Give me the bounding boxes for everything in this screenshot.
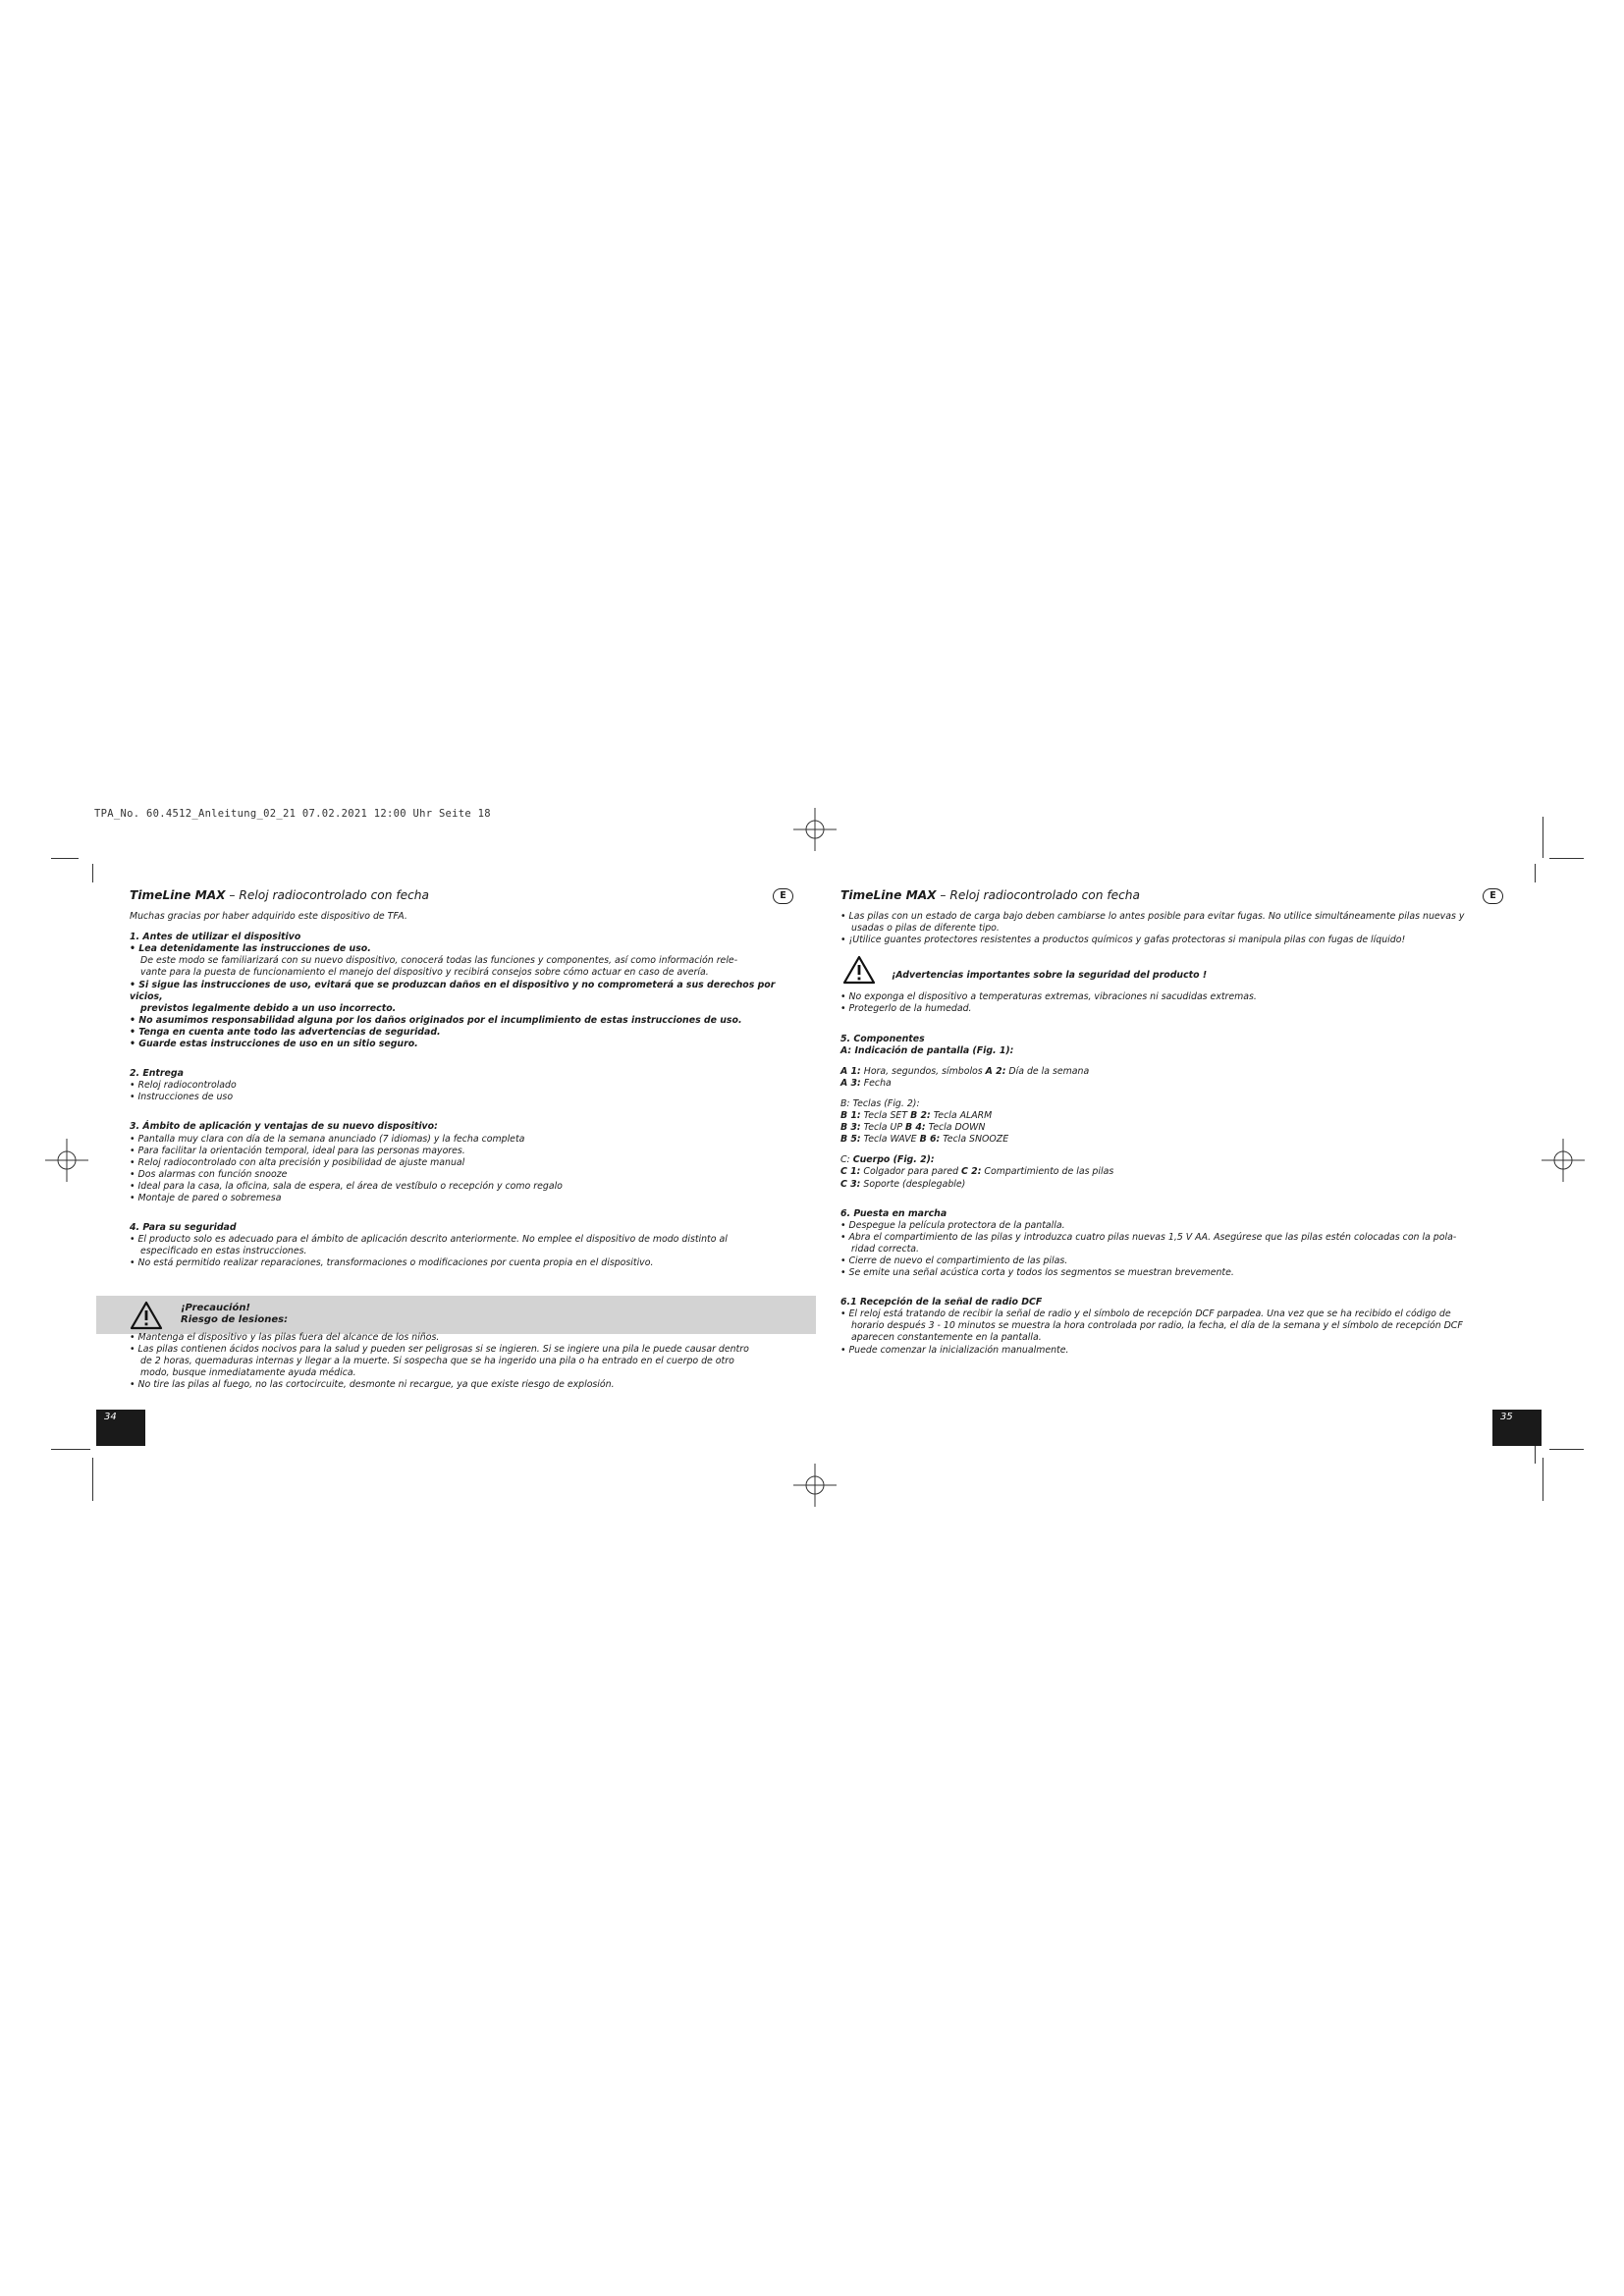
subsection-heading: A: Indicación de pantalla (Fig. 1): bbox=[840, 1044, 1014, 1056]
list-item: • No tire las pilas al fuego, no las cortocircuite, desmonte ni recargue, ya que existe riesgo de explosión. bbox=[130, 1379, 615, 1391]
crop-mark bbox=[1549, 858, 1584, 859]
list-item: • Cierre de nuevo el compartimiento de las pilas. bbox=[840, 1255, 1068, 1266]
list-item: • Dos alarmas con función snooze bbox=[130, 1168, 288, 1180]
component-line: B 5: Tecla WAVE B 6: Tecla SNOOZE bbox=[840, 1134, 1009, 1146]
list-item: aparecen constantemente en la pantalla. bbox=[851, 1332, 1042, 1344]
intro-text: Muchas gracias por haber adquirido este dispositivo de TFA. bbox=[130, 911, 407, 923]
crop-mark bbox=[1535, 864, 1536, 882]
list-item: especificado en estas instrucciones. bbox=[140, 1246, 307, 1257]
print-header: TPA_No. 60.4512_Anleitung_02_21 07.02.2021 12:00 Uhr Seite 18 bbox=[94, 808, 491, 820]
list-item: ridad correcta. bbox=[851, 1243, 920, 1255]
page-number: 34 bbox=[104, 1412, 117, 1422]
caution-subtitle: Riesgo de lesiones: bbox=[181, 1314, 289, 1325]
section-heading: 6. Puesta en marcha bbox=[840, 1207, 947, 1219]
language-badge: E bbox=[773, 888, 793, 904]
component-line: B 3: Tecla UP B 4: Tecla DOWN bbox=[840, 1122, 986, 1134]
section-heading: 3. Ámbito de aplicación y ventajas de su nuevo dispositivo: bbox=[130, 1121, 438, 1133]
list-item: • Montaje de pared o sobremesa bbox=[130, 1192, 282, 1203]
list-item: horario después 3 - 10 minutos se muestra la hora controlada por radio, la fecha, el día de la semana y el símbolo de recepción DCF bbox=[851, 1320, 1463, 1332]
warning-icon bbox=[842, 955, 876, 985]
component-line: A 3: Fecha bbox=[840, 1077, 892, 1089]
registration-mark-icon bbox=[45, 1139, 88, 1182]
list-item: vante para la puesta de funcionamiento el manejo del dispositivo y recibirá consejos sobre cómo actuar en caso de avería. bbox=[140, 967, 709, 979]
component-line: C 3: Soporte (desplegable) bbox=[840, 1178, 966, 1190]
registration-mark-icon bbox=[1542, 1139, 1585, 1182]
page-title bbox=[840, 889, 1518, 901]
list-item: previstos legalmente debido a un uso incorrecto. bbox=[140, 1002, 397, 1014]
language-badge: E bbox=[1483, 888, 1503, 904]
warning-heading: ¡Advertencias importantes sobre la seguridad del producto ! bbox=[892, 970, 1208, 982]
list-item: modo, busque inmediatamente ayuda médica. bbox=[140, 1367, 356, 1379]
crop-mark bbox=[92, 1458, 93, 1501]
subsection-heading: C: Cuerpo (Fig. 2): bbox=[840, 1154, 935, 1166]
list-item: • Ideal para la casa, la oficina, sala de espera, el área de vestíbulo o recepción y como regalo bbox=[130, 1180, 563, 1192]
component-line: C 1: Colgador para pared C 2: Compartimiento de las pilas bbox=[840, 1166, 1114, 1178]
list-item: • Las pilas contienen ácidos nocivos para la salud y pueden ser peligrosas si se ingieren. Si se ingiere una pila le puede causar dentro bbox=[130, 1344, 749, 1356]
list-item: • Protegerlo de la humedad. bbox=[840, 1003, 972, 1015]
section-heading: 5. Componentes bbox=[840, 1033, 925, 1044]
crop-mark bbox=[92, 864, 93, 882]
left-page bbox=[130, 889, 807, 1269]
title-subtitle: – Reloj radiocontrolado con fecha bbox=[936, 888, 1141, 902]
title-product: TimeLine MAX bbox=[840, 888, 937, 902]
list-item: • Despegue la película protectora de la pantalla. bbox=[840, 1219, 1065, 1231]
crop-mark bbox=[51, 858, 79, 859]
list-item: • No está permitido realizar reparaciones, transformaciones o modificaciones por cuenta propia en el dispositivo. bbox=[130, 1257, 654, 1269]
left-page-bottom bbox=[130, 1332, 807, 1391]
crop-mark bbox=[51, 1449, 90, 1450]
list-item: • Las pilas con un estado de carga bajo deben cambiarse lo antes posible para evitar fugas. No utilice simultáneamente pilas nuevas y bbox=[840, 911, 1465, 923]
list-item: • Mantenga el dispositivo y las pilas fuera del alcance de los niños. bbox=[130, 1332, 440, 1343]
list-item: • Si sigue las instrucciones de uso, evitará que se produzcan daños en el dispositivo y no comprometerá a sus derechos por vicios, bbox=[130, 979, 776, 1002]
page-number-badge bbox=[1492, 1410, 1542, 1446]
list-item: • Instrucciones de uso bbox=[130, 1092, 234, 1103]
list-item: • Para facilitar la orientación temporal, ideal para las personas mayores. bbox=[130, 1145, 465, 1156]
list-item: • Pantalla muy clara con día de la semana anunciado (7 idiomas) y la fecha completa bbox=[130, 1133, 525, 1145]
component-line: A 1: Hora, segundos, símbolos A 2: Día de la semana bbox=[840, 1065, 1090, 1077]
list-item: • Reloj radiocontrolado con alta precisión y posibilidad de ajuste manual bbox=[130, 1156, 465, 1168]
list-item: • Reloj radiocontrolado bbox=[130, 1080, 237, 1092]
right-page bbox=[840, 889, 1518, 1357]
list-item: • ¡Utilice guantes protectores resistentes a productos químicos y gafas protectoras si manipula pilas con fugas de líquido! bbox=[840, 934, 1406, 946]
section-heading: 2. Entrega bbox=[130, 1068, 184, 1080]
caution-box bbox=[96, 1296, 816, 1334]
crop-mark bbox=[1549, 1449, 1584, 1450]
list-item: de 2 horas, quemaduras internas y llegar a la muerte. Si sospecha que se ha ingerido una pila o ha entrado en el cuerpo de otro bbox=[140, 1356, 734, 1367]
list-item: • Tenga en cuenta ante todo las advertencias de seguridad. bbox=[130, 1026, 441, 1038]
list-item: • Guarde estas instrucciones de uso en un sitio seguro. bbox=[130, 1039, 418, 1050]
list-item: • No asumimos responsabilidad alguna por los daños originados por el incumplimiento de estas instrucciones de uso. bbox=[130, 1014, 742, 1026]
crop-mark bbox=[1535, 1444, 1536, 1464]
section-heading: 1. Antes de utilizar el dispositivo bbox=[130, 932, 301, 943]
component-line: B 1: Tecla SET B 2: Tecla ALARM bbox=[840, 1110, 993, 1122]
list-item: • El reloj está tratando de recibir la señal de radio y el símbolo de recepción DCF parpadea. Una vez que se ha recibido el código de bbox=[840, 1308, 1451, 1320]
registration-mark-icon bbox=[793, 1464, 837, 1507]
list-item: usadas o pilas de diferente tipo. bbox=[851, 923, 1000, 934]
caution-title: ¡Precaución! bbox=[181, 1303, 250, 1313]
section-heading: 6.1 Recepción de la señal de radio DCF bbox=[840, 1297, 1043, 1308]
list-item: • No exponga el dispositivo a temperaturas extremas, vibraciones ni sacudidas extremas. bbox=[840, 991, 1257, 1003]
subsection-heading: B: Teclas (Fig. 2): bbox=[840, 1097, 920, 1109]
list-item: • Lea detenidamente las instrucciones de uso. bbox=[130, 943, 371, 955]
warning-icon bbox=[130, 1301, 163, 1330]
page-number-badge bbox=[96, 1410, 145, 1446]
list-item: De este modo se familiarizará con su nuevo dispositivo, conocerá todas las funciones y componentes, así como información rele- bbox=[140, 955, 738, 967]
list-item: • Se emite una señal acústica corta y todos los segmentos se muestran brevemente. bbox=[840, 1267, 1234, 1279]
list-item: • Puede comenzar la inicialización manualmente. bbox=[840, 1344, 1069, 1356]
title-product: TimeLine MAX bbox=[130, 888, 226, 902]
title-subtitle: – Reloj radiocontrolado con fecha bbox=[225, 888, 430, 902]
page-number: 35 bbox=[1500, 1412, 1513, 1422]
registration-mark-icon bbox=[793, 808, 837, 851]
section-heading: 4. Para su seguridad bbox=[130, 1222, 237, 1234]
page-title bbox=[130, 889, 807, 901]
list-item: • El producto solo es adecuado para el ámbito de aplicación descrito anteriormente. No emplee el dispositivo de modo distinto al bbox=[130, 1234, 728, 1246]
list-item: • Abra el compartimiento de las pilas y introduzca cuatro pilas nuevas 1,5 V AA. Asegúrese que las pilas estén colocadas con la pola- bbox=[840, 1231, 1457, 1243]
